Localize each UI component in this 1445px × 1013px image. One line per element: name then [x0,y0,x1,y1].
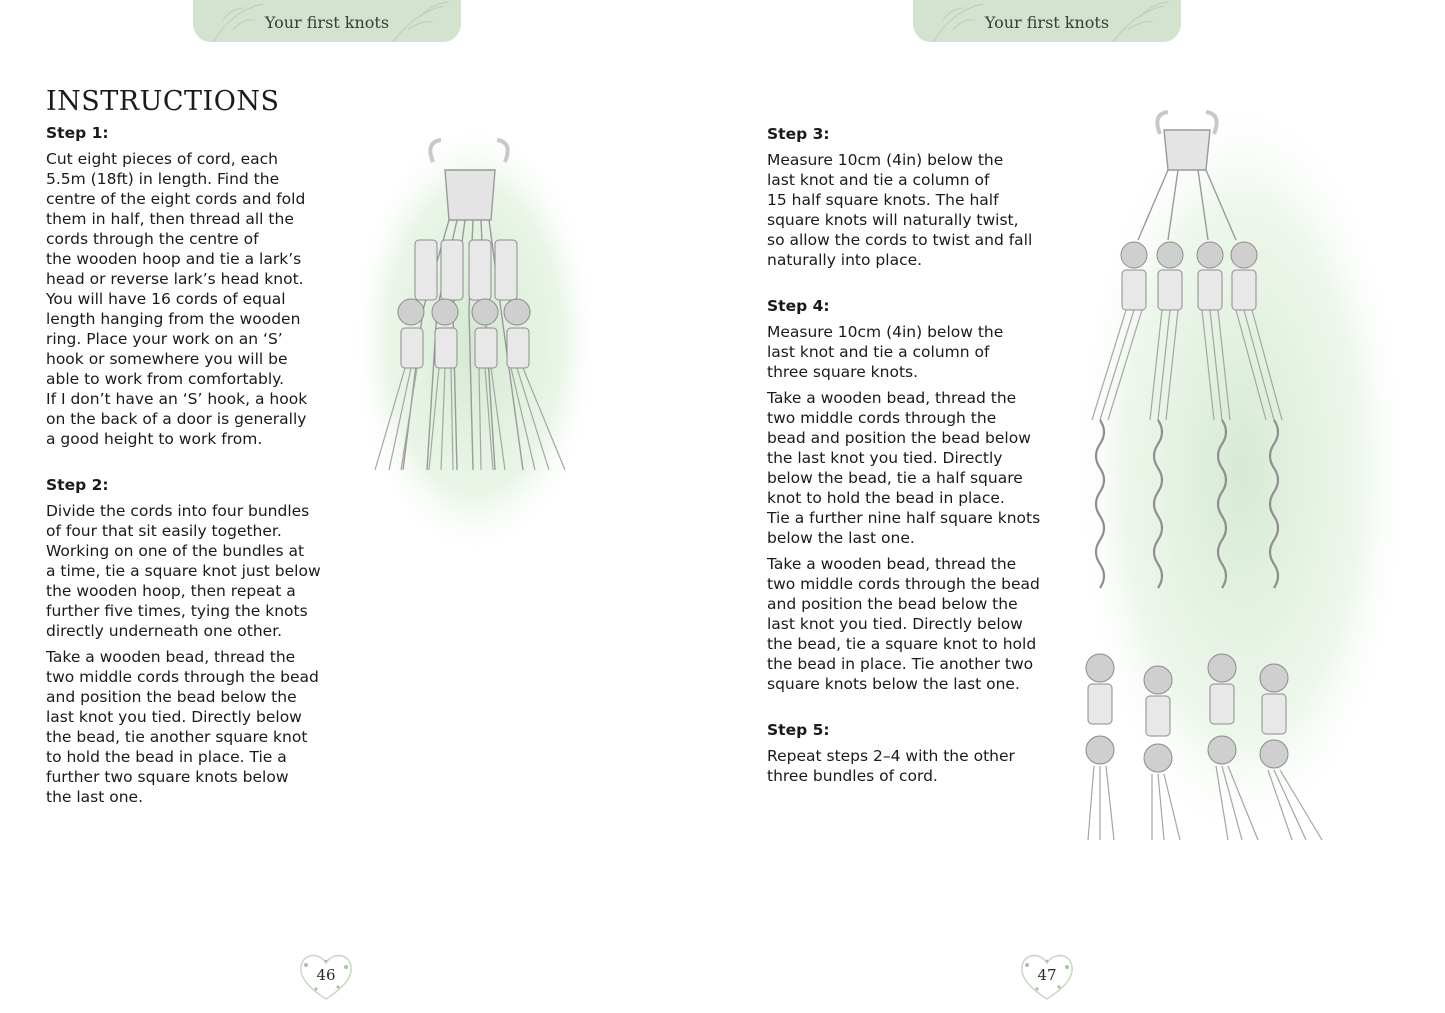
step-paragraph: Take a wooden bead, thread the two middle cords through the bead and position the bead below the last knot you tied. Directly below the bead, tie a half square knot to hold the bead in place. Tie a further nine half square knots below the last one. [767,389,1041,547]
left-text-column [46,123,346,813]
page-number-badge [1017,949,1077,1005]
step-paragraph: Measure 10cm (4in) below the last knot and tie a column of three square knots. [767,323,1004,381]
right-page [722,0,1444,1013]
page-number: 47 [1037,966,1057,984]
chapter-title: Your first knots [984,12,1110,32]
page-heading: INSTRUCTIONS [46,86,280,117]
macrame-illustration-early [345,100,605,570]
step-block [767,124,1067,270]
chapter-tab-left [193,0,461,42]
step-block [46,123,346,449]
left-page [0,0,722,1013]
chapter-tab-right [913,0,1181,42]
step-paragraph: Cut eight pieces of cord, each 5.5m (18ft) in length. Find the centre of the eight cords and fold them in half, then thread all the cords through the centre of the wooden hoop and tie a lark’s head or reverse lark’s head knot. You will have 16 cords of equal length hanging from the wooden ring. Place your work on an ‘S’ hook or somewhere you will be able to work from comfortably. If I don’t have an ‘S’ hook, a hook on the back of a door is generally a good height to work from. [46,150,308,448]
page-number: 46 [316,966,336,984]
step-block [46,475,346,807]
macrame-illustration-complete [1052,90,1412,890]
step-paragraph: Take a wooden bead, thread the two middle cords through the bead and position the bead below the last knot you tied. Directly below the bead, tie another square knot to hold the bead in place. Tie a further two square knots below the last one. [46,648,319,806]
step-title: Step 2: [46,476,109,494]
step-paragraph: Divide the cords into four bundles of four that sit easily together. Working on one of the bundles at a time, tie a square knot just below the wooden hoop, then repeat a further five times, tying the knots directly underneath one other. [46,502,321,640]
step-title: Step 1: [46,124,109,142]
step-paragraph: Repeat steps 2–4 with the other three bundles of cord. [767,747,1015,785]
step-block [767,296,1067,694]
chapter-title: Your first knots [264,12,390,32]
step-title: Step 3: [767,125,830,143]
step-paragraph: Take a wooden bead, thread the two middle cords through the bead and position the bead below the last knot you tied. Directly below the bead, tie a square knot to hold the bead in place. Tie another two square knots below the last one. [767,555,1040,693]
step-title: Step 4: [767,297,830,315]
step-block [767,720,1067,786]
right-text-column [767,124,1067,792]
step-title: Step 5: [767,721,830,739]
step-paragraph: Measure 10cm (4in) below the last knot and tie a column of 15 half square knots. The half square knots will naturally twist, so allow the cords to twist and fall naturally into place. [767,151,1033,269]
page-number-badge [296,949,356,1005]
